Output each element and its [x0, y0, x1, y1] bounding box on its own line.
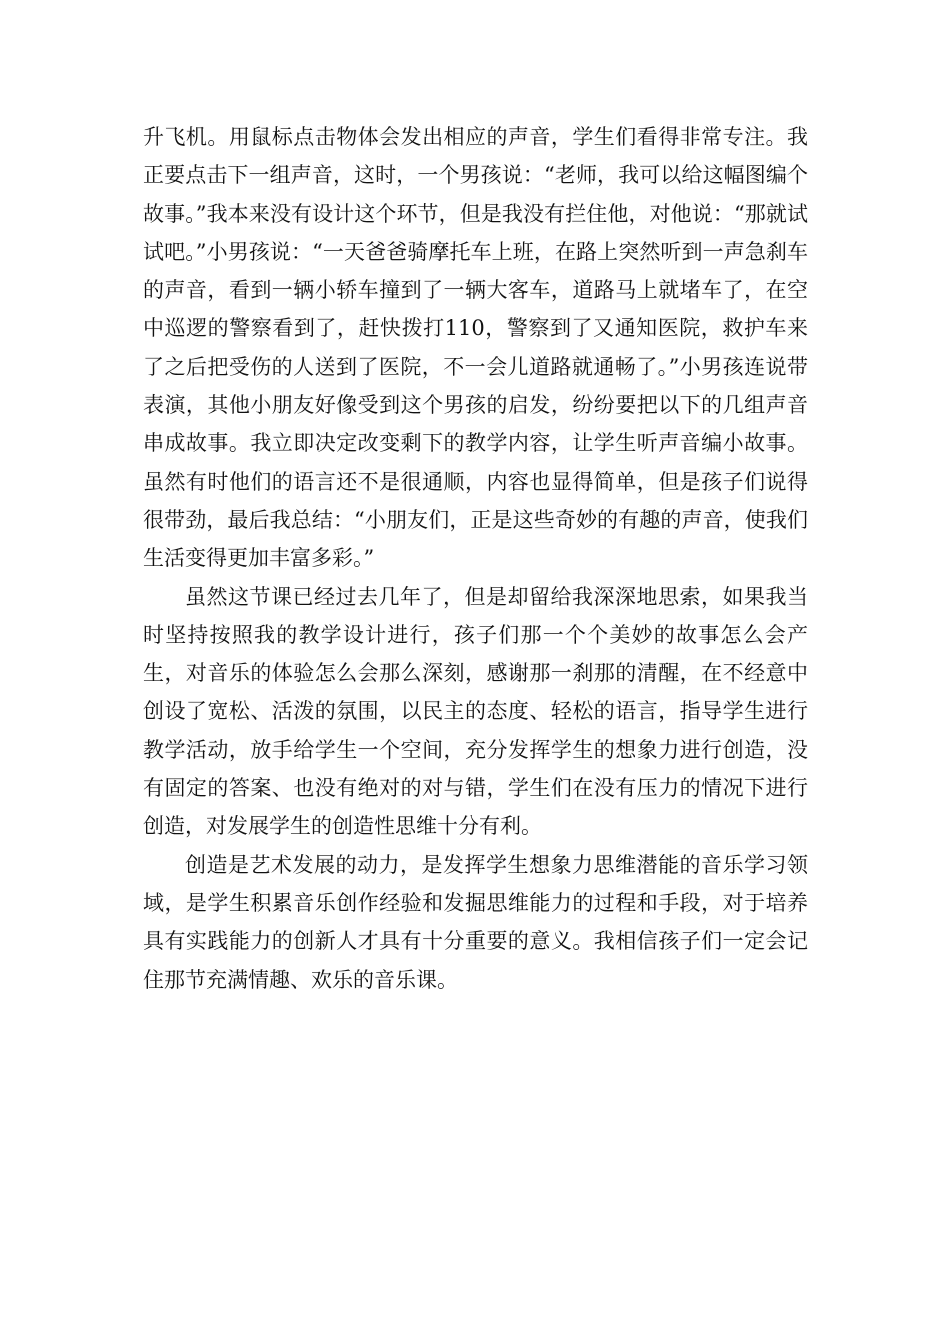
paragraph-1: 升飞机。用鼠标点击物体会发出相应的声音，学生们看得非常专注。我正要点击下一组声音，这时，一个男孩说：“老师，我可以给这幅图编个故事。”我本来没有设计这个环节，但是我没有拦住他，对他说：“那就试试吧。”小男孩说：“一天爸爸骑摩托车上班，在路上突然听到一声急刹车的声音，看到一辆小轿车撞到了一辆大客车，道路马上就堵车了，在空中巡逻的警察看到了，赶快拨打110，警察到了又通知医院，救护车来了之后把受伤的人送到了医院，不一会儿道路就通畅了。”小男孩连说带表演，其他小朋友好像受到这个男孩的启发，纷纷要把以下的几组声音串成故事。我立即决定改变剩下的教学内容，让学生听声音编小故事。虽然有时他们的语言还不是很通顺，内容也显得简单，但是孩子们说得很带劲，最后我总结：“小朋友们，正是这些奇妙的有趣的声音，使我们生活变得更加丰富多彩。” [143, 125, 808, 571]
paragraph-3: 创造是艺术发展的动力，是发挥学生想象力思维潜能的音乐学习领域，是学生积累音乐创作经验和发掘思维能力的过程和手段，对于培养具有实践能力的创新人才具有十分重要的意义。我相信孩子们一定会记住那节充满情趣、欢乐的音乐课。 [143, 852, 808, 992]
document-body [143, 118, 808, 999]
paragraph-2: 虽然这节课已经过去几年了，但是却留给我深深地思索，如果我当时坚持按照我的教学设计进行，孩子们那一个个美妙的故事怎么会产生，对音乐的体验怎么会那么深刻，感谢那一刹那的清醒，在不经意中创设了宽松、活泼的氛围，以民主的态度、轻松的语言，指导学生进行教学活动，放手给学生一个空间，充分发挥学生的想象力进行创造，没有固定的答案、也没有绝对的对与错，学生们在没有压力的情况下进行创造，对发展学生的创造性思维十分有利。 [143, 584, 808, 839]
